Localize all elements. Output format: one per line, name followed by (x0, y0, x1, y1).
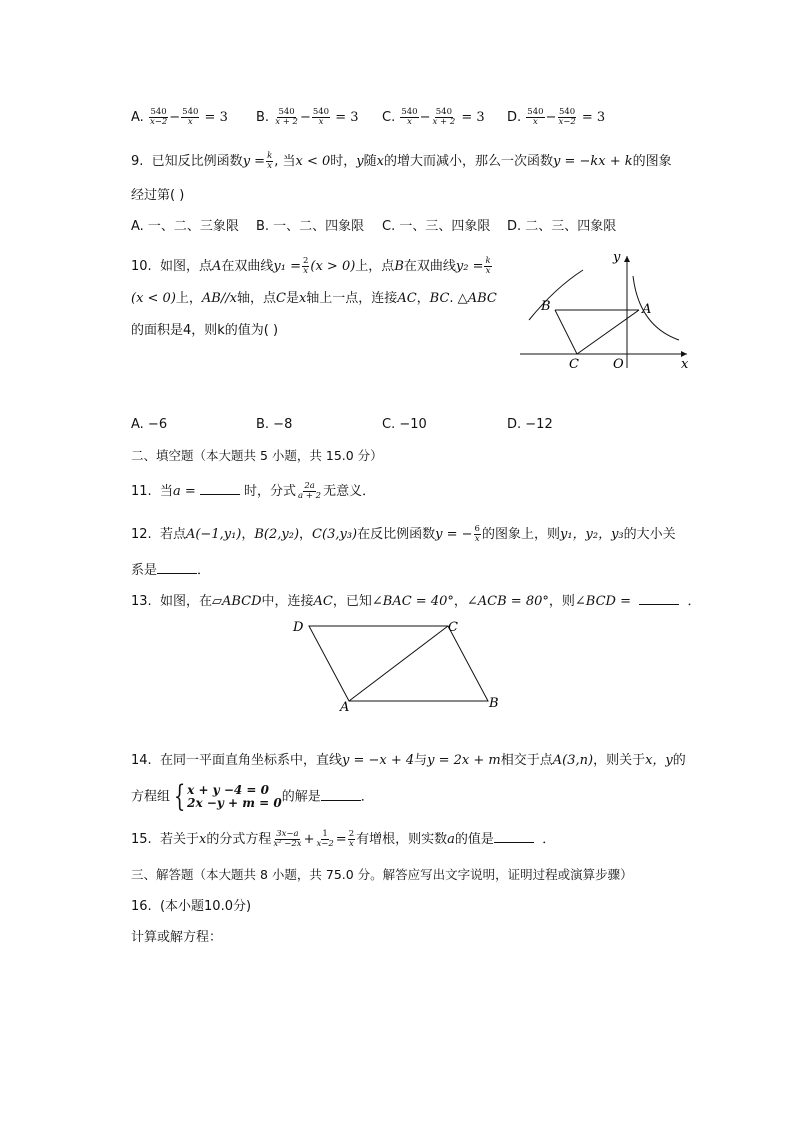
q12-answer-blank[interactable] (157, 561, 197, 574)
q14-stem: 14. 在同一平面直角坐标系中，直线y = −x + 4与y = 2x + m相交于点A(3,n)，则关于x，y的 (131, 753, 686, 768)
q11-stem: 11. 当a = 时，分式 $\frac{2a}{a + 2}$ 无意义． (131, 481, 376, 501)
q14-stem-line2: 方程组 { x + y −4 = 0 2x −y + m = 0 的解是 ． (131, 779, 374, 814)
q12-stem-line2: 系是 ． (131, 563, 211, 578)
q10-option-a: A. −6 (131, 417, 168, 432)
segment-bc (555, 310, 577, 354)
q12-stem: 12. 若点A(−1,y₁)，B(2,y₂)，C(3,y₃)在反比例函数y = − $\frac{6}{x}$ 的图象上，则y₁，y₂，y₃的大小关 (131, 524, 676, 544)
label-o: O (613, 357, 624, 372)
q13-stem: 13. 如图，在▱ABCD中，连接AC，已知∠BAC = 40°，∠ACB = 80°，则∠BCD = ． (131, 594, 701, 609)
section-3-heading: 三、解答题（本大题共 8 小题，共 75.0 分。解答应写出文字说明，证明过程或演算步骤） (131, 867, 633, 882)
section-2-heading: 二、填空题（本大题共 5 小题，共 15.0 分） (131, 448, 383, 463)
diagonal-ac (349, 626, 448, 701)
q14-answer-blank[interactable] (321, 788, 361, 801)
label-y: y (613, 250, 621, 265)
q10-option-d: D. −12 (507, 417, 553, 432)
q16-instruction: 计算或解方程： (131, 930, 223, 945)
label-c: C (569, 357, 579, 372)
q9-option-d: D. 二、三、四象限 (507, 219, 617, 234)
equation-system: { x + y −4 = 0 2x −y + m = 0 (173, 779, 282, 814)
label-b: B (489, 696, 499, 711)
q13-figure (285, 614, 510, 714)
q8-option-a: A. $\frac{540}{x-2}$ − $\frac{540}{x}$ = 3 (131, 107, 228, 127)
q10-option-b: B. −8 (256, 417, 293, 432)
q8-option-b: B. $\frac{540}{x + 2}$ − $\frac{540}{x}$ = 3 (256, 107, 359, 127)
q10-option-c: C. −10 (382, 417, 427, 432)
q16-heading: 16. (本小题10.0分) (131, 899, 252, 914)
label-b: B (541, 299, 551, 314)
q10-figure (515, 248, 695, 373)
q9-option-c: C. 一、三、四象限 (382, 219, 491, 234)
label-a: A (642, 302, 652, 317)
q9-stem-line2: 经过第( ) (131, 188, 185, 203)
label-c: C (448, 620, 458, 635)
q10-stem: 10. 如图，点A在双曲线y₁ = $\frac{2}{x}$ (x > 0)上，点B在双曲线y₂ = $\frac{k}{x}$ (131, 256, 491, 276)
label-x: x (681, 357, 689, 372)
q8-option-c: C. $\frac{540}{x}$ − $\frac{540}{x + 2}$ = 3 (382, 107, 485, 127)
q9-option-a: A. 一、二、三象限 (131, 219, 239, 234)
q11-answer-blank[interactable] (200, 482, 240, 495)
q15-stem: 15. 若关于x的分式方程 $\frac{3x-a}{\text{x² −2x}}$ + $\frac{1}{x-2}$ = $\frac{2}{x}$ 有增根，则实数a的值是 ． (131, 829, 556, 849)
q9-option-b: B. 一、二、四象限 (256, 219, 365, 234)
segment-ca (577, 310, 639, 354)
q9-stem: 9. 已知反比例函数y = $\frac{k}{x}$ , 当x < 0时，y随x的增大而减小，那么一次函数y = −kx + k的图象 (131, 151, 672, 171)
q8-option-d: D. $\frac{540}{x}$ − $\frac{540}{x-2}$ = 3 (507, 107, 606, 127)
label-a: A (340, 700, 350, 714)
q10-stem-line2: (x < 0)上，AB//x轴，点C是x轴上一点，连接AC，BC. △ABC (131, 291, 497, 306)
q15-answer-blank[interactable] (494, 830, 534, 843)
hyperbola-right (633, 276, 679, 340)
q13-answer-blank[interactable] (639, 592, 679, 605)
q10-stem-line3: 的面积是4，则k的值为( ) (131, 323, 279, 338)
label-d: D (293, 620, 304, 635)
